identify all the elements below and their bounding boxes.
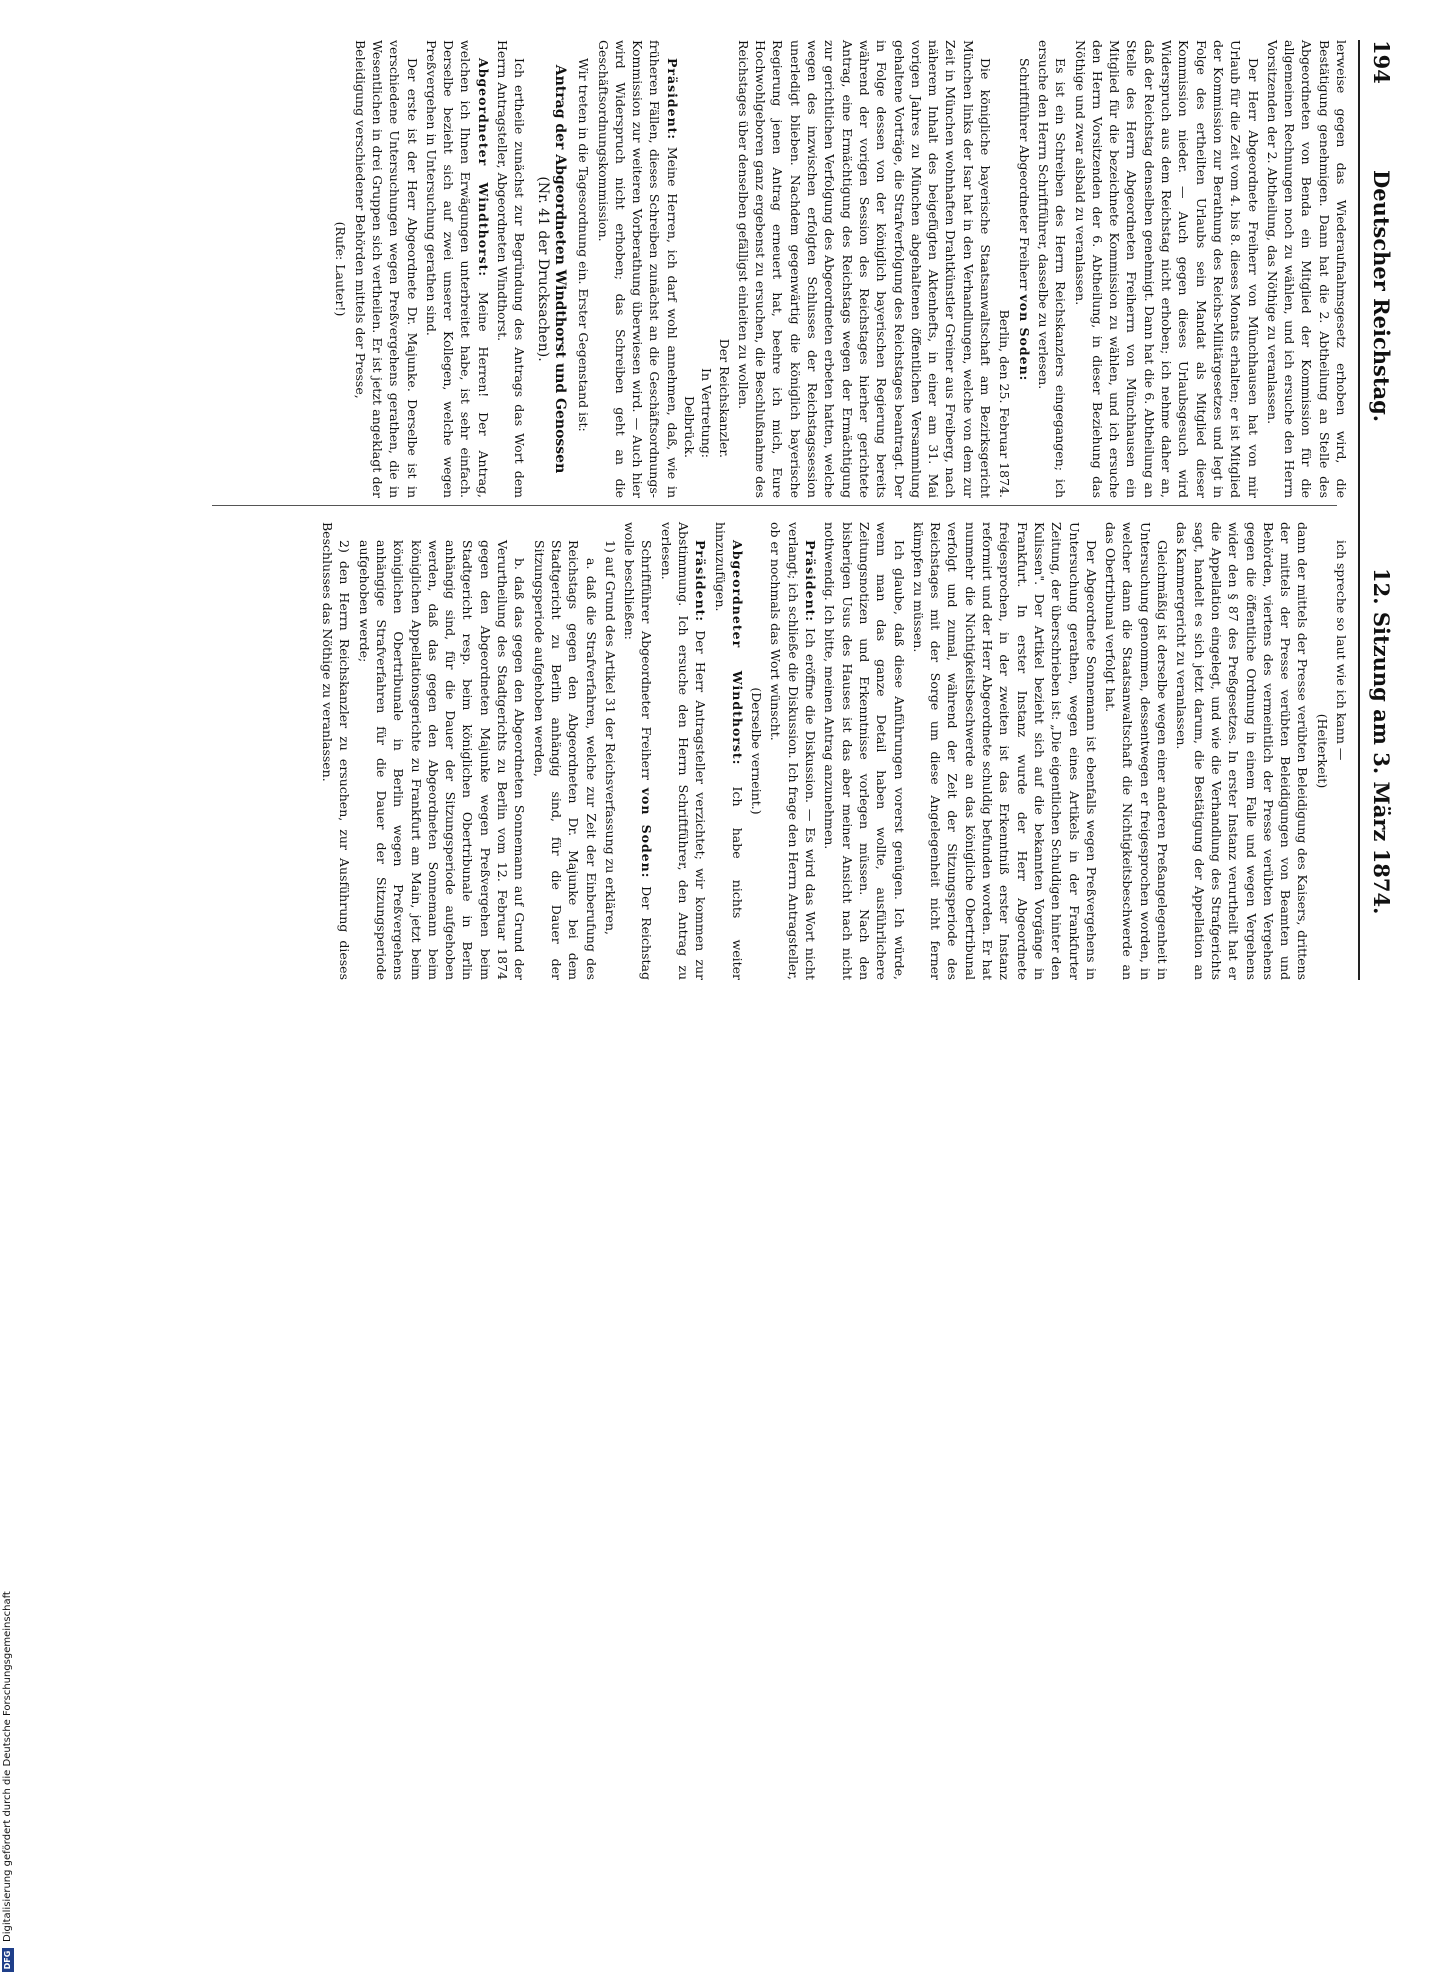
speech-text: Meine Herren, ich darf wohl annehmen, daß, wie in früheren Fällen, dieses Schreiben zunächst an die Geschäftsordnungs-Kommission zur weiteren Vorberathung überwiesen wird. — Auch hier wird Widerspruch nicht erhoben; das Schreiben geht an die Geschäftsordnungskommission. [595, 40, 680, 498]
page-number: 194 [1369, 40, 1394, 84]
paragraph: ich spreche so laut wie ich kann — [1334, 540, 1349, 761]
motion-item-a: a. daß die Strafverfahren, welche zur Zeit der Einberufung des Reichstags gegen den Abgeordneten Dr. Majunke bei dem Stadtgericht zu Berlin anhängig sind, für die Dauer der Sitzungsperiode aufgehoben werden, [531, 540, 599, 980]
speaker-label: Präsident: [693, 540, 709, 623]
motion-item-1: 1) auf Grund des Artikel 31 der Reichsverfassung zu erklären, [602, 540, 618, 936]
paragraph [711, 522, 746, 980]
speaker-name: von Soden: [639, 787, 655, 879]
paragraph: Der Herr Abgeordnete Freiherr von Münchhausen hat von mir Urlaub für die Zeit vom 4. bis 8. dieses Monats erhalten; er ist Mitglied der Kommission zur Berathung des Reichs-Militärgesetzes und legt in Folge des ertheilten Urlaubs sein Mandat als Mitglied dieser Kommission nieder. — Auch gegen dieses Urlaubsgesuch wird Widerspruch aus dem Reichstag nicht erhoben; ich nehme daher an, daß der Reichstag denselben genehmigt. Dann hat die 6. Abtheilung an Stelle des Herrn Abgeordneten Freiherrn von Münchhausen ein Mitglied für die bezeichnete Kommission zu wählen, und ich ersuche den Herrn Vorsitzenden der 6. Abtheilung, in dieser Beziehung das Nöthige und zwar alsbald zu veranlassen. [1072, 40, 1261, 498]
speaker-name: von Soden: [1016, 294, 1032, 382]
speech-text: Meine Herren! Der Antrag, welchen ich Ihnen Erwägungen unterbreitet habe, ist sehr einfach. Derselbe bezieht sich auf zwei unserer Kollegen, welche wegen Preßvergehen in Untersuchung gerathen sind. [423, 40, 491, 498]
signature-title: Der Reichskanzler. [716, 338, 732, 458]
letter-body: Die königliche bayerische Staatsanwaltschaft am Bezirksgericht München links der Isar hat in den Verhandlungen, welche von dem zur Zeit in München wohnhaften Drahtkünstler Greiner aus Freiberg, nach näherem Inhalt des beigefügten Aktenhefts, in einer am 31. Mai vorigen Jahres zu München abgehaltenen öffentlichen Versammlung gehaltene Vorträge, die Strafverfolgung des Reichstages beantragt. Der in Folge dessen von der königlich bayerischen Regierung bereits während der vorigen Session des Reichstages hierher gerichtete Antrag, eine Ermächtigung des Reichstags wegen der Ermächtigung zur gerichtlichen Verfolgung des Abgeordneten erbeten hatten, welche wegen des inzwischen erfolgten Schlusses der Reichstagssession unerledigt blieben. Nachdem gegenwärtig die königlich bayerische Regierung jenen Antrag erneuert hat, beehre ich mich, Eure Hochwohlgeboren ganz ergebenst zu ersuchen, die Beschlußnahme des Reichstages über denselben gefälligst einleiten zu wollen. [735, 40, 994, 498]
agenda-heading-main: Antrag der Abgeordneten Windthorst und Genossen [551, 64, 568, 474]
speaker-label: Schriftführer Abgeordneter Freiherr [1016, 58, 1032, 291]
speech-text: Der Herr Antragsteller verzichtet; wir kommen zur Abstimmung. Ich ersuche den Herrn Schriftführer, den Antrag zu verlesen. [658, 522, 709, 980]
speaker-label: Präsident: [664, 58, 680, 141]
motion-item-b: b. daß das gegen den Abgeordneten Sonnemann auf Grund der Verurtheilung des Stadtgerichts zu Berlin vom 12. Februar 1874 gegen den Abgeordneten Majunke wegen Preßvergehen beim Stadtgericht resp. beim königlichen Obertribunale in Berlin anhängig sind, für die Dauer der Sitzungsperiode aufgehoben werden, daß das gegen den Abgeordneten Sonnemann beim königlichen Appellationsgerichte zu Frankfurt am Main, jetzt beim königlichen Obertribunale in Berlin wegen Preßvergehens anhängige Strafverfahren für die Dauer der Sitzungsperiode aufgehoben werde; [356, 540, 528, 980]
interjection: (Heiterkeit) [1314, 713, 1330, 789]
right-column [317, 522, 1350, 980]
digitization-credit [2, 1002, 14, 1972]
paragraph [423, 40, 492, 498]
left-column [330, 40, 1350, 498]
speaker-line [1015, 40, 1032, 498]
paragraph: Gleichmäßig ist derselbe wegen einer anderen Preßangelegenheit in Untersuchung genommen, dessentwegen er freigesprochen worden, in welcher dann die Staatsanwaltschaft die Nichtigkeitsbeschwerde an das Obertribunal verfolgt hat. [1103, 522, 1171, 980]
agenda-heading [533, 40, 568, 498]
speaker-label: Schriftführer Abgeordneter Freiherr [639, 540, 655, 781]
speaker-label: Präsident: [803, 540, 819, 623]
page-header [1364, 40, 1394, 980]
speech-text: Ich habe nichts weiter hinzuzufügen. [712, 522, 745, 980]
letter-date: Berlin, den 25. Februar 1874. [997, 309, 1013, 498]
speech-text: Der Reichstag wolle beschließen: [622, 522, 655, 980]
paragraph [594, 40, 680, 498]
paragraph: Ich glaube, daß diese Anführungen vorerst genügen. Ich würde, wenn man das ganze Detail haben wollte, ausführlichere Zeitungsnotizen und Erkenntnisse vorlegen müssen. Nach den bisherigen Usus des Hauses ist das aber meiner Ansicht nach nicht nothwendig. Ich bitte, meinen Antrag anzunehmen. [822, 522, 907, 980]
paragraph [657, 522, 709, 980]
signature-name: Delbrück. [682, 396, 698, 458]
paragraph: Wir treten in die Tagesordnung ein. Erster Gegenstand ist: [576, 58, 592, 432]
column-divider [212, 505, 1337, 506]
speaker-label: Abgeordneter Windthorst: [729, 540, 745, 766]
header-title: Deutscher Reichstag. [1369, 170, 1394, 423]
paragraph: Der erste ist der Herr Abgeordnete Dr. Majunke. Derselbe ist in verschiedene Untersuchungen wegen Preßvergehens gerathen, die in Wesentlichen in drei Gruppen sich vertheilen. Er ist jetzt angeklagt der Beleidigung verschiedener Behörden mittels der Presse, [352, 40, 420, 498]
paragraph: lerweise gegen das Wiederaufnahmsgesetz erhoben wird, die Bestätigung genehmigen. Dann hat die 2. Abtheilung an Stelle des Abgeordneten von Benda ein Mitglied der Kommission für die allgemeinen Rechnungen noch zu wählen, und ich ersuche den Herrn Vorsitzenden der 2. Abtheilung, das Nöthige zu veranlassen. [1264, 40, 1349, 498]
paragraph: dann der mittels der Presse verübten Beleidigung des Kaisers, drittens der mittels der Presse verübten Beleidigungen von Beamten und Behörden, viertens des vermeintlich der Presse verübten Vergehens gegen die öffentliche Ordnung in einem Falle und wegen Vergehens wider den § 87 des Preßgesetzes. In erster Instanz verurtheilt hat er die Appellation eingelegt, und wie die Verhandlung des Strafgerichts sagt, handelt es sich jetzt darum, die Bestätigung der Appellation an das Kammergericht zu veranlassen. [1174, 522, 1311, 980]
paragraph: Der Abgeordnete Sonnemann ist ebenfalls wegen Preßvergehens in Untersuchung gerathen, wegen eines Artikels in der Frankfurter Zeitung, der überschrieben ist: „Die eigentlichen Schuldigen hinter den Kulissen". Der Artikel bezieht sich auf die bekannten Vorgänge in Frankfurt. In erster Instanz wurde der Herr Abgeordnete freigesprochen, in der zweiten ist das Erkenntniß erster Instanz reformirt und der Herr Abgeordnete schuldig befunden worden. Er hat nunmehr die Nichtigkeitsbeschwerde an das königliche Obertribunal verfolgt und zumal, während der Zeit der Sitzungsperiode des Reichstages mit der Sorge um diese Angelegenheit nicht ferner kümpfen zu müssen. [910, 522, 1099, 980]
credit-text: Digitalisierung gefördert durch die Deutsche Forschungsgemeinschaft [2, 1591, 13, 1942]
interjection: (Derselbe verneint.) [749, 687, 765, 815]
speaker-label: Abgeordneter Windthorst: [475, 58, 491, 278]
dfg-logo: DFG [2, 1948, 14, 1972]
paragraph [621, 522, 656, 980]
signature-vertretung: In Vertretung: [699, 368, 715, 458]
paragraph [767, 522, 819, 980]
header-session: 12. Sitzung am 3. März 1874. [1369, 568, 1394, 915]
paragraph: Es ist ein Schreiben des Herrn Reichskanzlers eingegangen; ich ersuche den Herrn Schriftführer, dasselbe zu verlesen. [1035, 40, 1069, 498]
paragraph: Ich ertheile zunächst zur Begründung des Antrags das Wort dem Herrn Antragsteller, Abgeordneten Windthorst. [495, 40, 528, 498]
motion-item-2: 2) den Herrn Reichskanzler zu ersuchen, zur Ausführung dieses Beschlusses das Nöthige zu veranlassen. [320, 522, 353, 980]
header-rule [1358, 40, 1360, 980]
interjection: (Rufe: Lauter!) [333, 221, 349, 317]
speech-text: Ich eröffne die Diskussion. — Es wird das Wort nicht verlangt; ich schließe die Diskussion. Ich frage den Herrn Antragsteller, ob er nochmals das Wort wünscht. [768, 522, 819, 980]
agenda-heading-sub: (Nr. 41 der Drucksachen). [534, 176, 551, 362]
